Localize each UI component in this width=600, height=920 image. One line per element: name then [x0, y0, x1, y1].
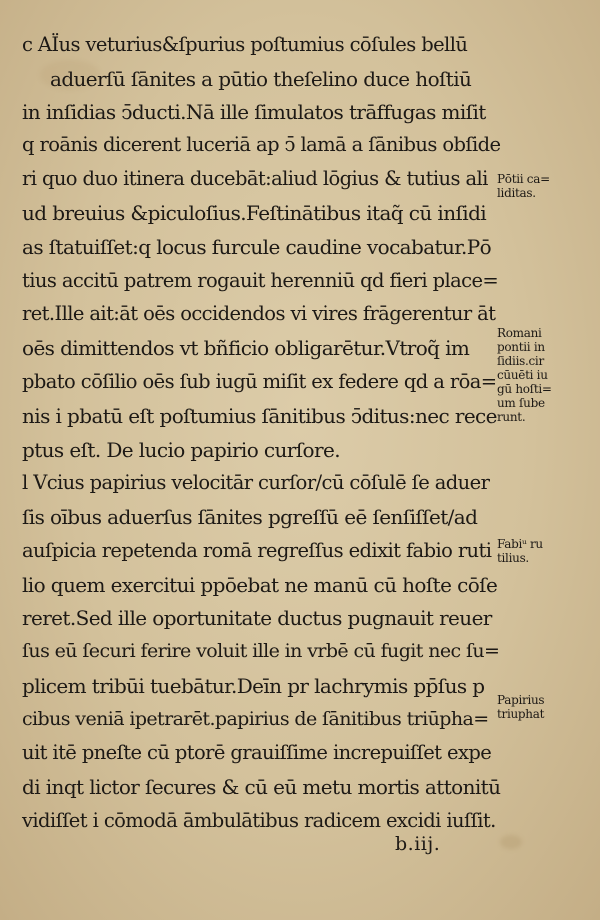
- margin-note-line: pontii in: [497, 340, 545, 354]
- text-line: in inſidias ↄ̄ducti.Nā ille ſimulatos trāffugas miſit: [22, 100, 486, 124]
- margin-note-romani: [497, 326, 597, 424]
- margin-note-line: liditas.: [497, 186, 536, 200]
- margin-note-line: triuphat: [497, 707, 545, 721]
- text-line: di inqt lictor ſecures & cū eū metu mortis attonitū: [22, 775, 501, 799]
- margin-note-fabius: [497, 537, 597, 565]
- text-line: l Vcius papirius velocitār curſor/cū cōſulē ſe aduer: [22, 471, 490, 494]
- text-line: c AÏus veturius&ſpurius poſtumius cōſules bellū: [22, 33, 468, 56]
- text-line: ret.Ille ait:āt oēs occidendos vi vires frāgerentur āt: [22, 302, 496, 325]
- margin-note-line: cūuēti iu: [497, 368, 548, 382]
- margin-note-line: um ſube: [497, 396, 545, 410]
- signature-mark: b.iij.: [395, 833, 441, 855]
- margin-note-line: Romani: [497, 326, 542, 340]
- paper-stain: [500, 835, 522, 849]
- text-line: plicem tribūi tuebātur.Deīn pr lachrymis pp̄ſus p: [22, 674, 485, 698]
- margin-note-line: Papirius: [497, 693, 545, 707]
- text-line: ſis oībus aduerſus ſānites pgreſſū eē ſenſiſſet/ad: [22, 505, 478, 529]
- text-line: aduerſū ſānites a pūtio theſelino duce hoſtiū: [50, 67, 472, 91]
- text-line: pbato cōſilio oēs ſub iugū miſit ex federe qd a rōa=: [22, 370, 497, 393]
- text-line: ſus eū ſecuri ferire voluit ille in vrbē cū fugit nec ſu=: [22, 640, 500, 662]
- margin-note-line: Pōtii ca=: [497, 172, 550, 186]
- text-line: as ſtatuiſſet:q locus furcule caudine vocabatur.Pō: [22, 235, 492, 259]
- margin-note-line: Fabiᵘ ru: [497, 537, 543, 551]
- text-line: vidiſſet i cōmodā āmbulātibus radicem excidi iuſſit.: [22, 809, 496, 832]
- text-line: ri quo duo itinera ducebāt:aliud lōgius & tutius ali: [22, 167, 488, 190]
- margin-note-line: gū hoſti=: [497, 382, 552, 396]
- text-line: lio quem exercitui ppōebat ne manū cū hoſte cōſe: [22, 573, 498, 597]
- margin-note-pontii: [497, 172, 597, 200]
- text-line: q roānis dicerent luceriā ap ↄ̄ lamā a ſānibus obſide: [22, 133, 501, 156]
- text-line: nis i pbatū eſt poſtumius ſānitibus ↄ̄ditus:nec rece: [22, 404, 497, 428]
- text-line: auſpicia repetenda romā regreſſus edixit fabio ruti: [22, 539, 492, 562]
- margin-note-line: ſidiis.cir: [497, 354, 544, 368]
- text-line: ud breuius &piculoſius.Feſtinātibus itaq̃ cū inſidi: [22, 201, 487, 225]
- text-line: tius accitū patrem rogauit herenniū qd fieri place=: [22, 269, 499, 292]
- margin-note-line: tilius.: [497, 551, 529, 565]
- text-line: oēs dimittendos vt bñficio obligarētur.Vtroq̃ im: [22, 336, 470, 360]
- text-line: uit itē pneſte cū ptorē grauiſſime increpuiſſet expe: [22, 741, 492, 764]
- text-line: cibus veniā ipetrarēt.papirius de ſānitibus triūpha=: [22, 708, 489, 730]
- text-line: ptus eſt. De lucio papirio curſore.: [22, 438, 340, 462]
- margin-note-papirius: [497, 693, 597, 721]
- text-line: reret.Sed ille oportunitate ductus pugnauit reuer: [22, 606, 492, 630]
- margin-note-line: runt.: [497, 410, 526, 424]
